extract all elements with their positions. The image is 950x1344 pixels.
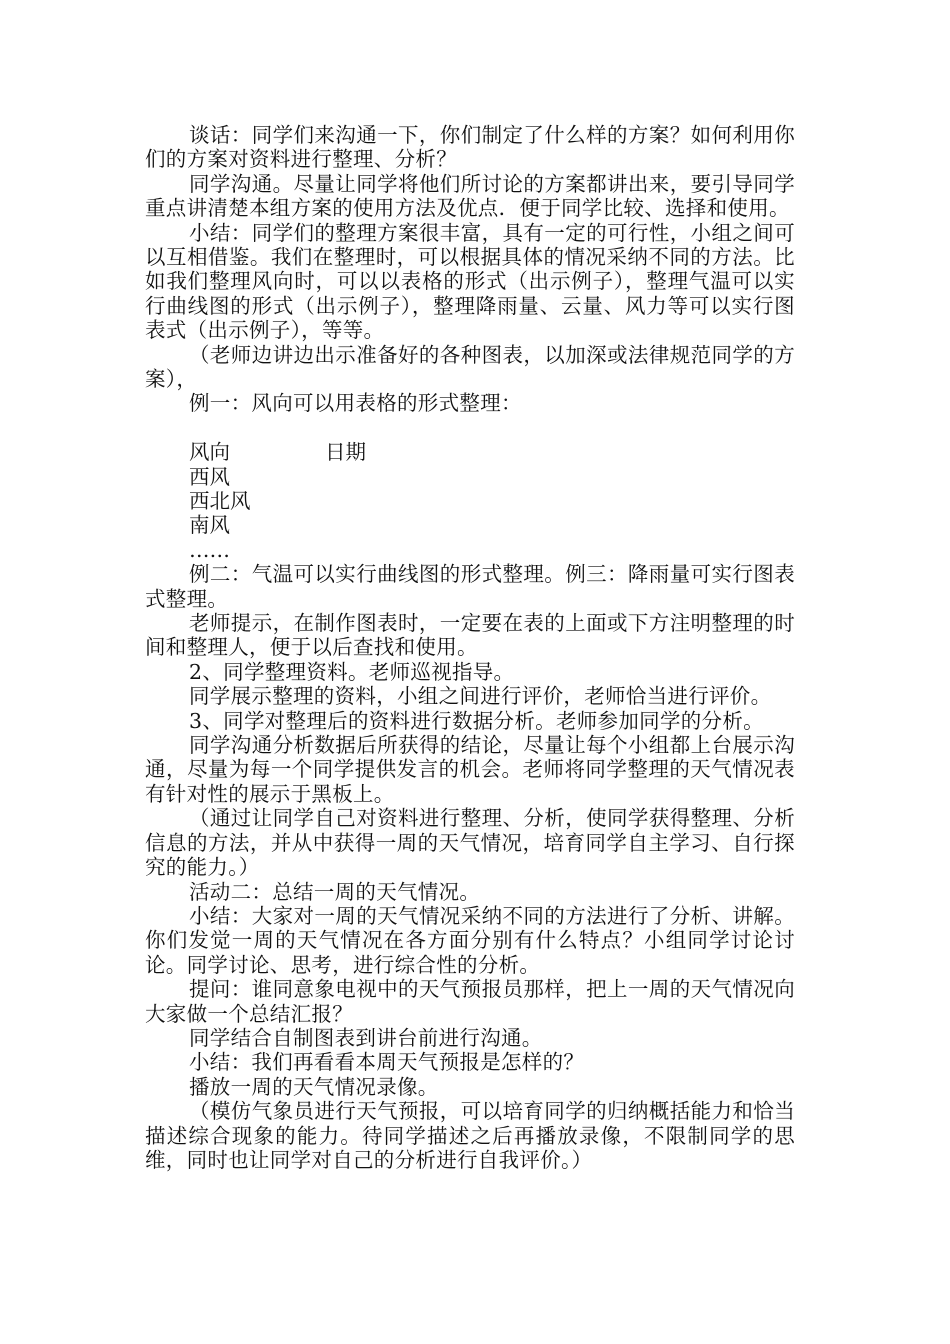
wind-table-row: …… [189, 537, 230, 562]
paragraph: 活动二：总结一周的天气情况。 [189, 879, 481, 904]
wind-table-header-date: 日期 [325, 440, 366, 465]
wind-table-row: 西北风 [189, 489, 251, 514]
blank-line [145, 416, 795, 440]
wind-table-row: 南风 [189, 513, 230, 538]
paragraph: 同学沟通分析数据后所获得的结论，尽量让每个小组都上台展示沟通，尽量为每一个同学提供发言的机会。老师将同学整理的天气情况表有针对性的展示于黑板上。 [145, 733, 795, 806]
wind-table [145, 440, 795, 562]
wind-table-header [189, 440, 795, 464]
paragraph: 小结：我们再看看本周天气预报是怎样的？ [189, 1050, 585, 1075]
paragraph: 小结：大家对一周的天气情况采纳不同的方法进行了分析、讲解。你们发觉一周的天气情况在各方面分别有什么特点？小组同学讨论讨论。同学讨论、思考，进行综合性的分析。 [145, 903, 795, 977]
document-page [145, 123, 795, 1172]
wind-table-header-wind: 风向 [189, 440, 230, 465]
paragraph: 例一：风向可以用表格的形式整理： [189, 391, 522, 416]
wind-table-row: 西风 [189, 464, 230, 489]
paragraph: （老师边讲边出示准备好的各种图表，以加深或法律规范同学的方案）， [145, 342, 795, 392]
paragraph: 3、同学对整理后的资料进行数据分析。老师参加同学的分析。 [189, 708, 764, 733]
paragraph: （模仿气象员进行天气预报，可以培育同学的归纳概括能力和恰当描述综合现象的能力。待同学描述之后再播放录像，不限制同学的思维，同时也让同学对自己的分析进行自我评价。） [145, 1099, 795, 1172]
paragraph: 播放一周的天气情况录像。 [189, 1074, 439, 1099]
paragraph: 同学沟通。尽量让同学将他们所讨论的方案都讲出来，要引导同学重点讲清楚本组方案的使用方法及优点．便于同学比较、选择和使用。 [145, 171, 795, 221]
paragraph: 提问：谁同意象电视中的天气预报员那样，把上一周的天气情况向大家做一个总结汇报？ [145, 977, 795, 1026]
paragraph: 小结：同学们的整理方案很丰富，具有一定的可行性，小组之间可以互相借鉴。我们在整理时，可以根据具体的情况采纳不同的方法。比如我们整理风向时，可以以表格的形式（出示例子），整理气温可以实行曲线图的形式（出示例子），整理降雨量、云量、风力等可以实行图表式（出示例子），等等。 [145, 220, 795, 343]
paragraph: 谈话：同学们来沟通一下，你们制定了什么样的方案？如何利用你们的方案对资料进行整理、分析？ [145, 123, 795, 172]
paragraph: 老师提示，在制作图表时，一定要在表的上面或下方注明整理的时间和整理人，便于以后查找和使用。 [145, 611, 795, 660]
paragraph: 同学展示整理的资料，小组之间进行评价，老师恰当进行评价。 [189, 684, 772, 709]
paragraph: 2、同学整理资料。老师巡视指导。 [189, 659, 515, 684]
paragraph: （通过让同学自己对资料进行整理、分析，使同学获得整理、分析信息的方法，并从中获得一周的天气情况，培育同学自主学习、自行探究的能力。） [145, 806, 795, 880]
paragraph: 例二：气温可以实行曲线图的形式整理。例三：降雨量可实行图表式整理。 [145, 562, 795, 611]
paragraph: 同学结合自制图表到讲台前进行沟通。 [189, 1025, 543, 1050]
